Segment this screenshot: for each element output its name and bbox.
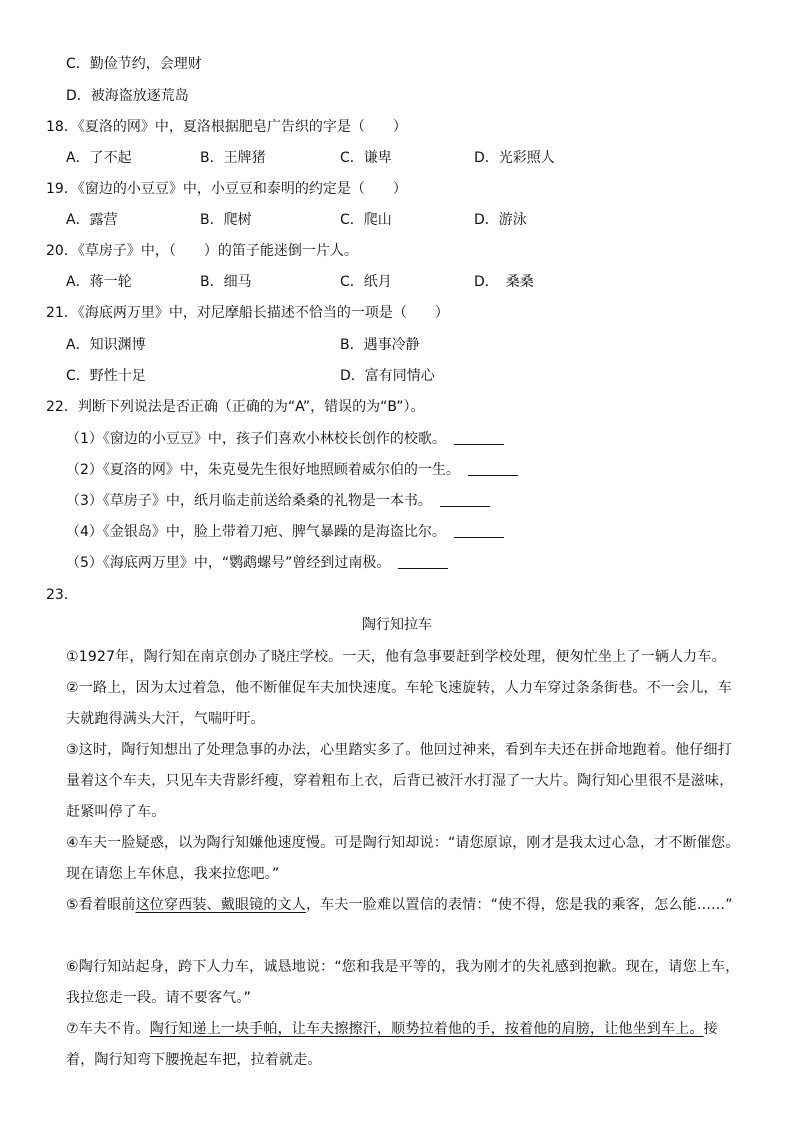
- underlined-phrase: 这位穿西装、戴眼镜的文人: [135, 897, 306, 913]
- q22-item-5: （5）《海底两万里》中，“鹦鹉螺号”曾经到过南极。: [66, 553, 448, 573]
- passage-paragraph-4: ④车夫一脸疑惑，以为陶行知嫌他速度慢。可是陶行知却说：“请您原谅，刚才是我太过心急，才不断催您。现在请您上车休息，我来拉您吧。”: [66, 835, 740, 882]
- answer-blank[interactable]: [398, 554, 448, 569]
- q21-stem: 21．《海底两万里》中，对尼摩船长描述不恰当的一项是（ ）: [46, 305, 449, 321]
- q19-option-d: D．游泳: [474, 212, 527, 228]
- q20-option-a: A．蒋一轮: [66, 274, 132, 290]
- answer-blank[interactable]: [454, 523, 504, 538]
- q20-option-b: B．细马: [200, 274, 252, 290]
- passage-paragraph-7: ⑦车夫不肯。陶行知递上一块手帕，让车夫擦擦汗，顺势拉着他的手，按着他的肩膀，让他坐到车上。接着，陶行知弯下腰挽起车把，拉着就走。: [66, 1021, 718, 1068]
- q20-option-c: C．纸月: [340, 274, 392, 290]
- underlined-sentence: 陶行知递上一块手帕，让车夫擦擦汗，顺势拉着他的手，按着他的肩膀，让他坐到车上。: [149, 1021, 704, 1037]
- q22-item-4: （4）《金银岛》中，脸上带着刀疤、脾气暴躁的是海盗比尔。: [66, 522, 504, 542]
- q21-option-b: B．遇事冷静: [340, 337, 420, 353]
- answer-blank[interactable]: [468, 461, 518, 476]
- answer-blank[interactable]: [440, 492, 490, 507]
- q19-option-c: C．爬山: [340, 212, 392, 228]
- passage-paragraph-3: ③这时，陶行知想出了处理急事的办法，心里踏实多了。他回过神来，看到车夫还在拼命地跑着。他仔细打量着这个车夫，只见车夫背影纤瘦，穿着粗布上衣，后背已被汗水打湿了一大片。陶行知心里很不是滋味，赶紧叫停了车。: [66, 742, 734, 820]
- q19-stem: 19．《窗边的小豆豆》中，小豆豆和泰明的约定是（ ）: [46, 181, 407, 197]
- passage-paragraph-1: ①1927年，陶行知在南京创办了晓庄学校。一天，他有急事要赶到学校处理，便匆忙坐上了一辆人力车。: [66, 649, 726, 665]
- q18-option-c: C．谦卑: [340, 150, 392, 166]
- q19-option-b: B．爬树: [200, 212, 252, 228]
- q22-item-3: （3）《草房子》中，纸月临走前送给桑桑的礼物是一本书。: [66, 491, 490, 511]
- q22-stem: 22．判断下列说法是否正确（正确的为“A”，错误的为“B”）。: [46, 399, 425, 415]
- q22-item-1: （1）《窗边的小豆豆》中，孩子们喜欢小林校长创作的校歌。: [66, 429, 504, 449]
- q21-option-c: C．野性十足: [66, 368, 146, 384]
- q18-option-d: D．光彩照人: [474, 150, 555, 166]
- q20-option-d: D． 桑桑: [474, 274, 534, 290]
- q20-stem: 20．《草房子》中，（ ）的笛子能迷倒一片人。: [46, 243, 358, 259]
- passage-title: 陶行知拉车: [362, 617, 432, 633]
- answer-blank[interactable]: [454, 430, 504, 445]
- passage-paragraph-5: ⑤看着眼前这位穿西装、戴眼镜的文人，车夫一脸难以置信的表情：“使不得，您是我的乘客，怎么能……”: [66, 897, 733, 913]
- passage-paragraph-2: ②一路上，因为太过着急，他不断催促车夫加快速度。车轮飞速旋转，人力车穿过条条街巷。不一会儿，车夫就跑得满头大汗，气喘吁吁。: [66, 680, 732, 727]
- q18-option-b: B．王牌猪: [200, 150, 266, 166]
- passage-paragraph-6: ⑥陶行知站起身，跨下人力车，诚恳地说：“您和我是平等的，我为刚才的失礼感到抱歉。现在，请您上车，我拉您走一段。请不要客气。”: [66, 959, 740, 1006]
- q23-number: 23．: [46, 587, 78, 603]
- q17-option-c: C．勤俭节约，会理财: [66, 56, 202, 72]
- q19-option-a: A．露营: [66, 212, 118, 228]
- q18-option-a: A．了不起: [66, 150, 132, 166]
- q18-stem: 18．《夏洛的网》中，夏洛根据肥皂广告织的字是（ ）: [46, 119, 407, 135]
- q21-option-d: D．富有同情心: [340, 368, 435, 384]
- q22-item-2: （2）《夏洛的网》中，朱克曼先生很好地照顾着威尔伯的一生。: [66, 460, 518, 480]
- q21-option-a: A．知识渊博: [66, 337, 146, 353]
- q17-option-d: D．被海盗放逐荒岛: [66, 88, 189, 104]
